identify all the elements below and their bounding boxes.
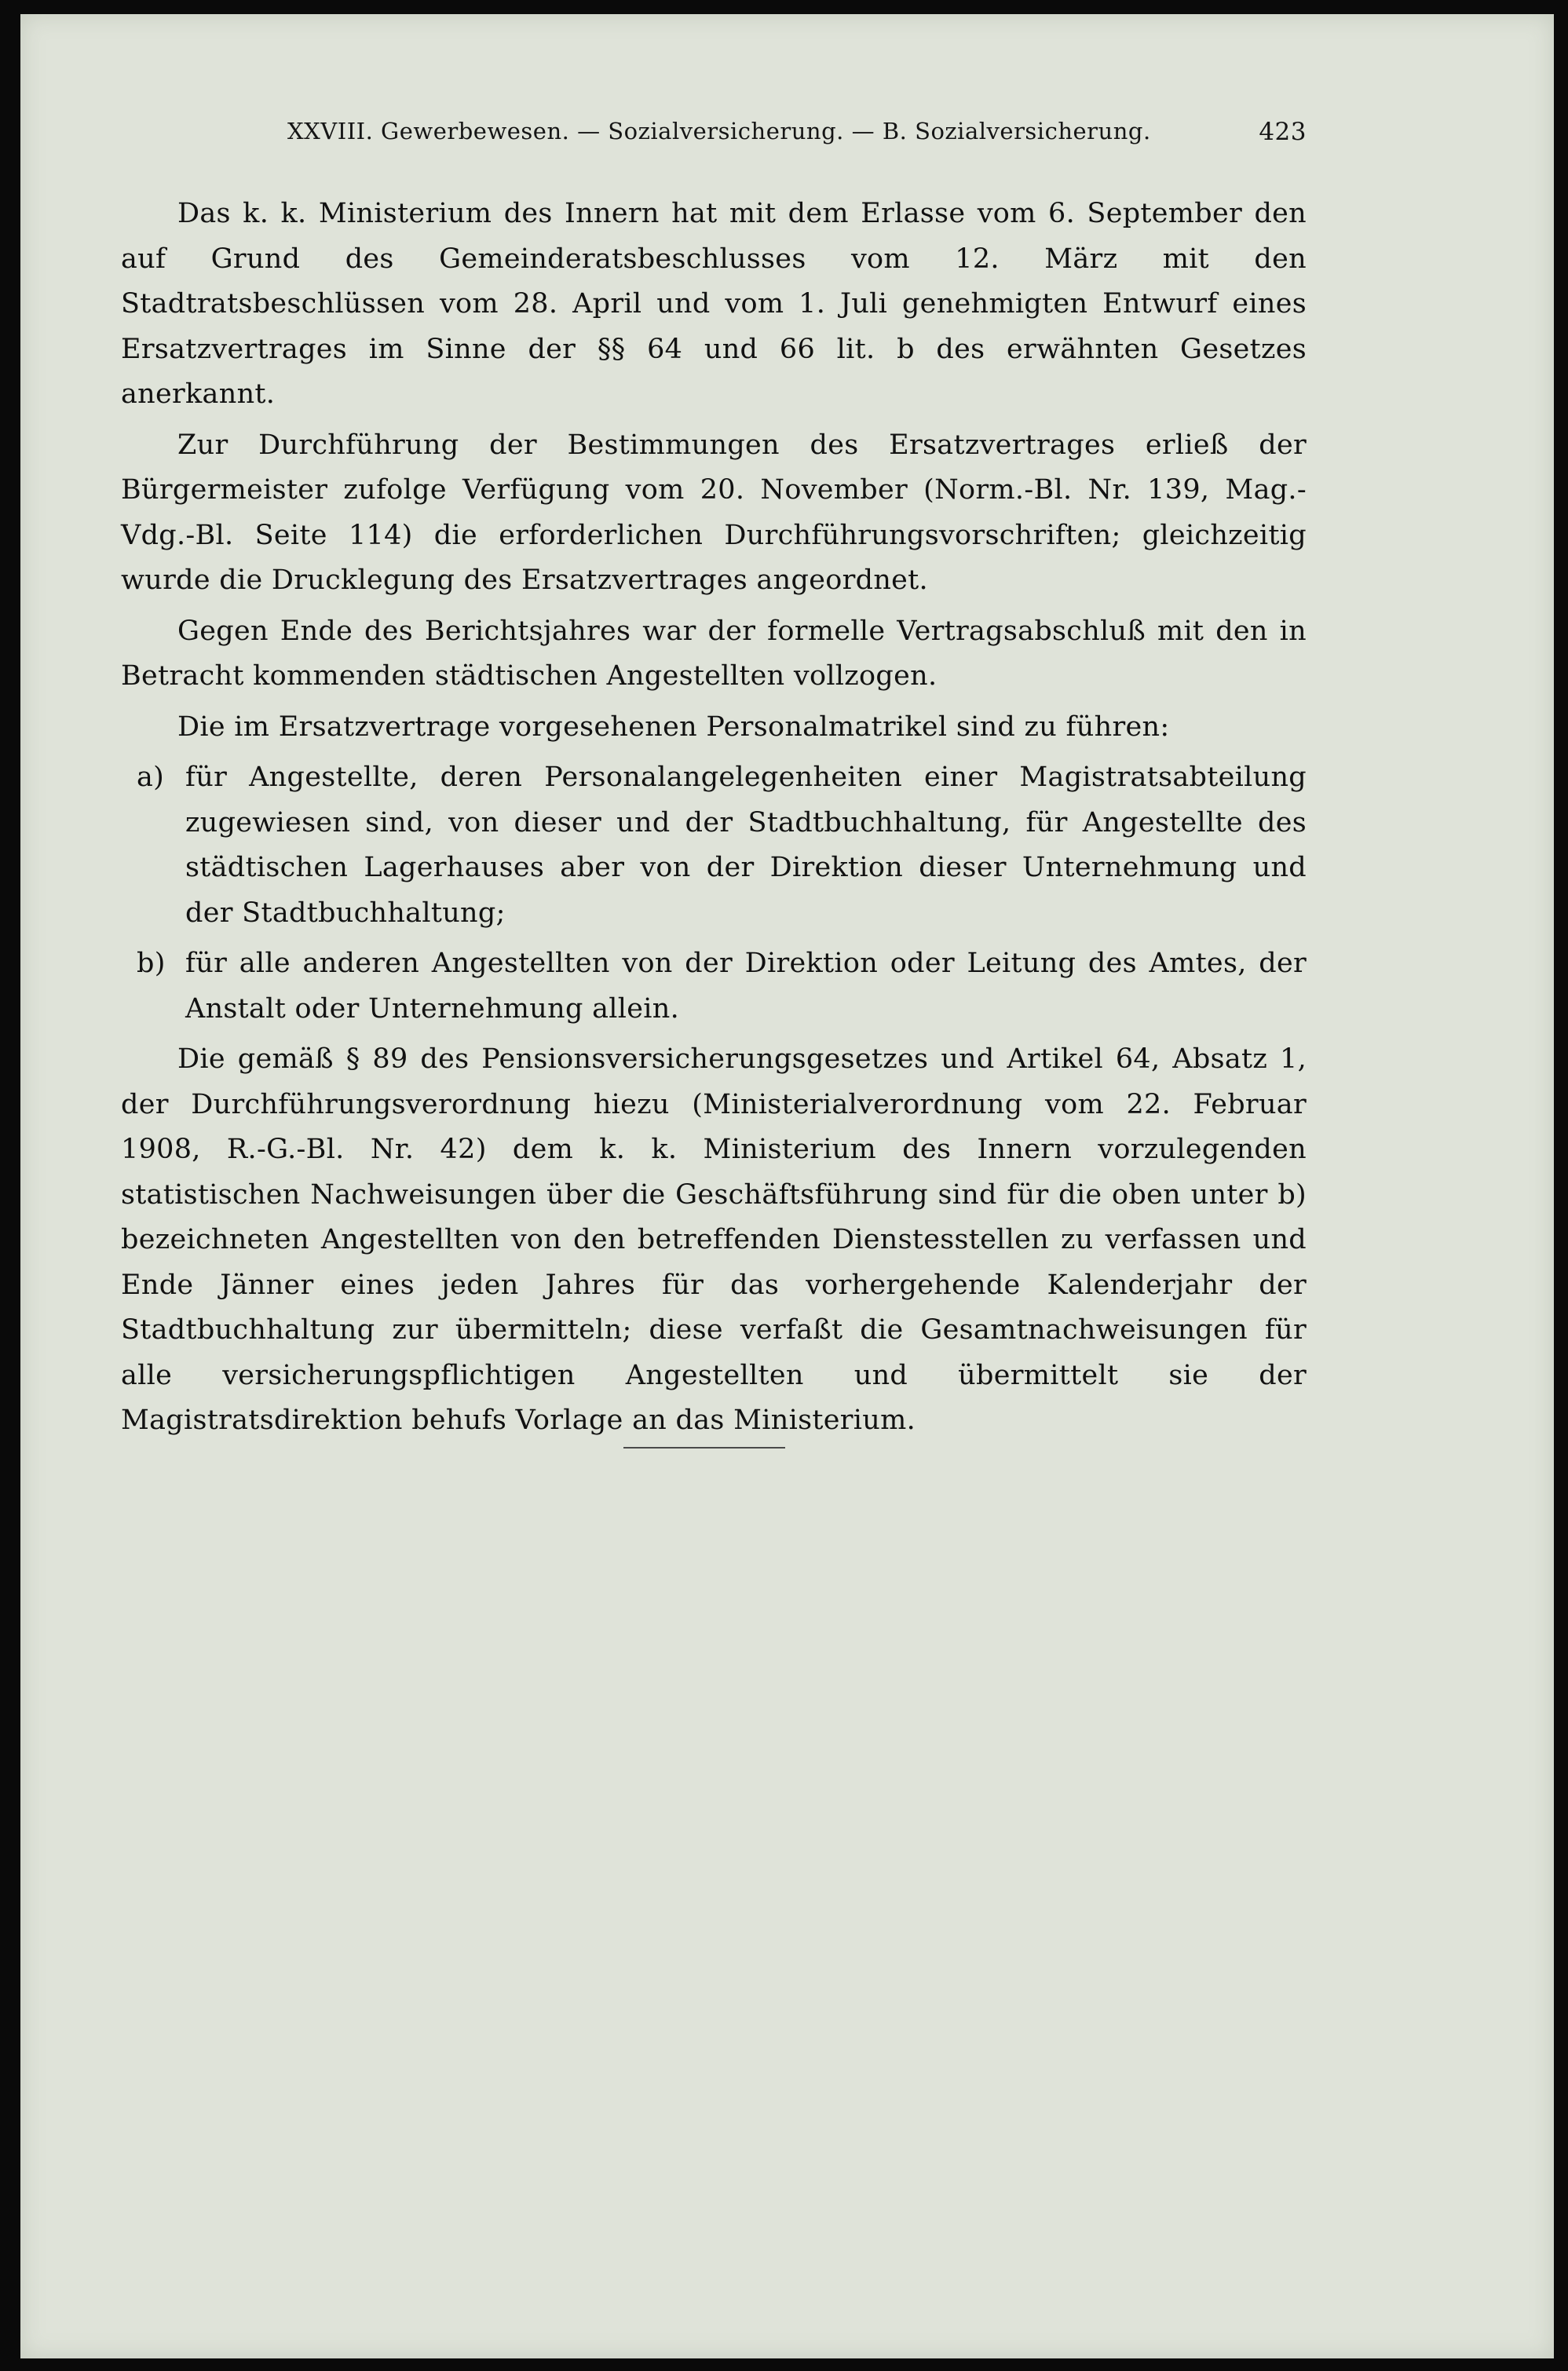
list-item-a-text: für Angestellte, deren Personalangelegenheiten einer Magistratsabteilung zugewiesen sind, von dieser und der Stadtbuchhaltung, für Angestellte des städtischen Lagerhauses aber von der Direktion dieser Unternehmung und der Stadtbuchhaltung; [185, 762, 1307, 929]
paragraph-1: Das k. k. Ministerium des Innern hat mit dem Erlasse vom 6. September den auf Grund des Gemeinderatsbeschlusses vom 12. März mit den Stadtratsbeschlüssen vom 28. April und vom 1. Juli genehmigten Entwurf eines Ersatzvertrages im Sinne der §§ 64 und 66 lit. b des erwähnten Gesetzes anerkannt. [121, 198, 1307, 410]
section-end-rule [623, 1447, 785, 1449]
list-marker-a: a) [137, 762, 165, 793]
paragraph-3: Gegen Ende des Berichtsjahres war der formelle Vertragsabschluß mit den in Betracht kommenden städtischen Angestellten vollzogen. [121, 615, 1307, 692]
page-number: 423 [1259, 118, 1307, 146]
running-title: XXVIII. Gewerbewesen. — Sozialversicherung. — B. Sozialversicherung. [287, 118, 1151, 144]
document-page [20, 14, 1554, 2358]
paragraph-5: Die gemäß § 89 des Pensionsversicherungsgesetzes und Artikel 64, Absatz 1, der Durchführungsverordnung hiezu (Ministerialverordnung vom 22. Februar 1908, R.-G.-Bl. Nr. 42) dem k. k. Ministerium des Innern vorzulegenden statistischen Nachweisungen über die Geschäftsführung sind für die oben unter b) bezeichneten Angestellten von den betreffenden Dienstesstellen zu verfassen und Ende Jänner eines jeden Jahres für das vorhergehende Kalenderjahr der Stadtbuchhaltung zur übermitteln; diese verfaßt die Gesamtnachweisungen für alle versicherungspflichtigen Angestellten und übermittelt sie der Magistratsdirektion behufs Vorlage an das Ministerium. [121, 1043, 1307, 1436]
paragraph-4: Die im Ersatzvertrage vorgesehenen Personalmatrikel sind zu führen: [177, 711, 1170, 743]
list-item-b [121, 941, 1307, 1032]
page-header [121, 118, 1307, 152]
list-item-a [121, 755, 1307, 936]
paragraph-2: Zur Durchführung der Bestimmungen des Ersatzvertrages erließ der Bürgermeister zufolge Verfügung vom 20. November (Norm.-Bl. Nr. 139, Mag.-Vdg.-Bl. Seite 114) die erforderlichen Durchführungsvorschriften; gleichzeitig wurde die Drucklegung des Ersatzvertrages angeordnet. [121, 429, 1307, 596]
body-text [121, 192, 1307, 1449]
list-item-b-text: für alle anderen Angestellten von der Direktion oder Leitung des Amtes, der Anstalt oder Unternehmung allein. [185, 948, 1307, 1025]
list-marker-b: b) [137, 948, 166, 979]
